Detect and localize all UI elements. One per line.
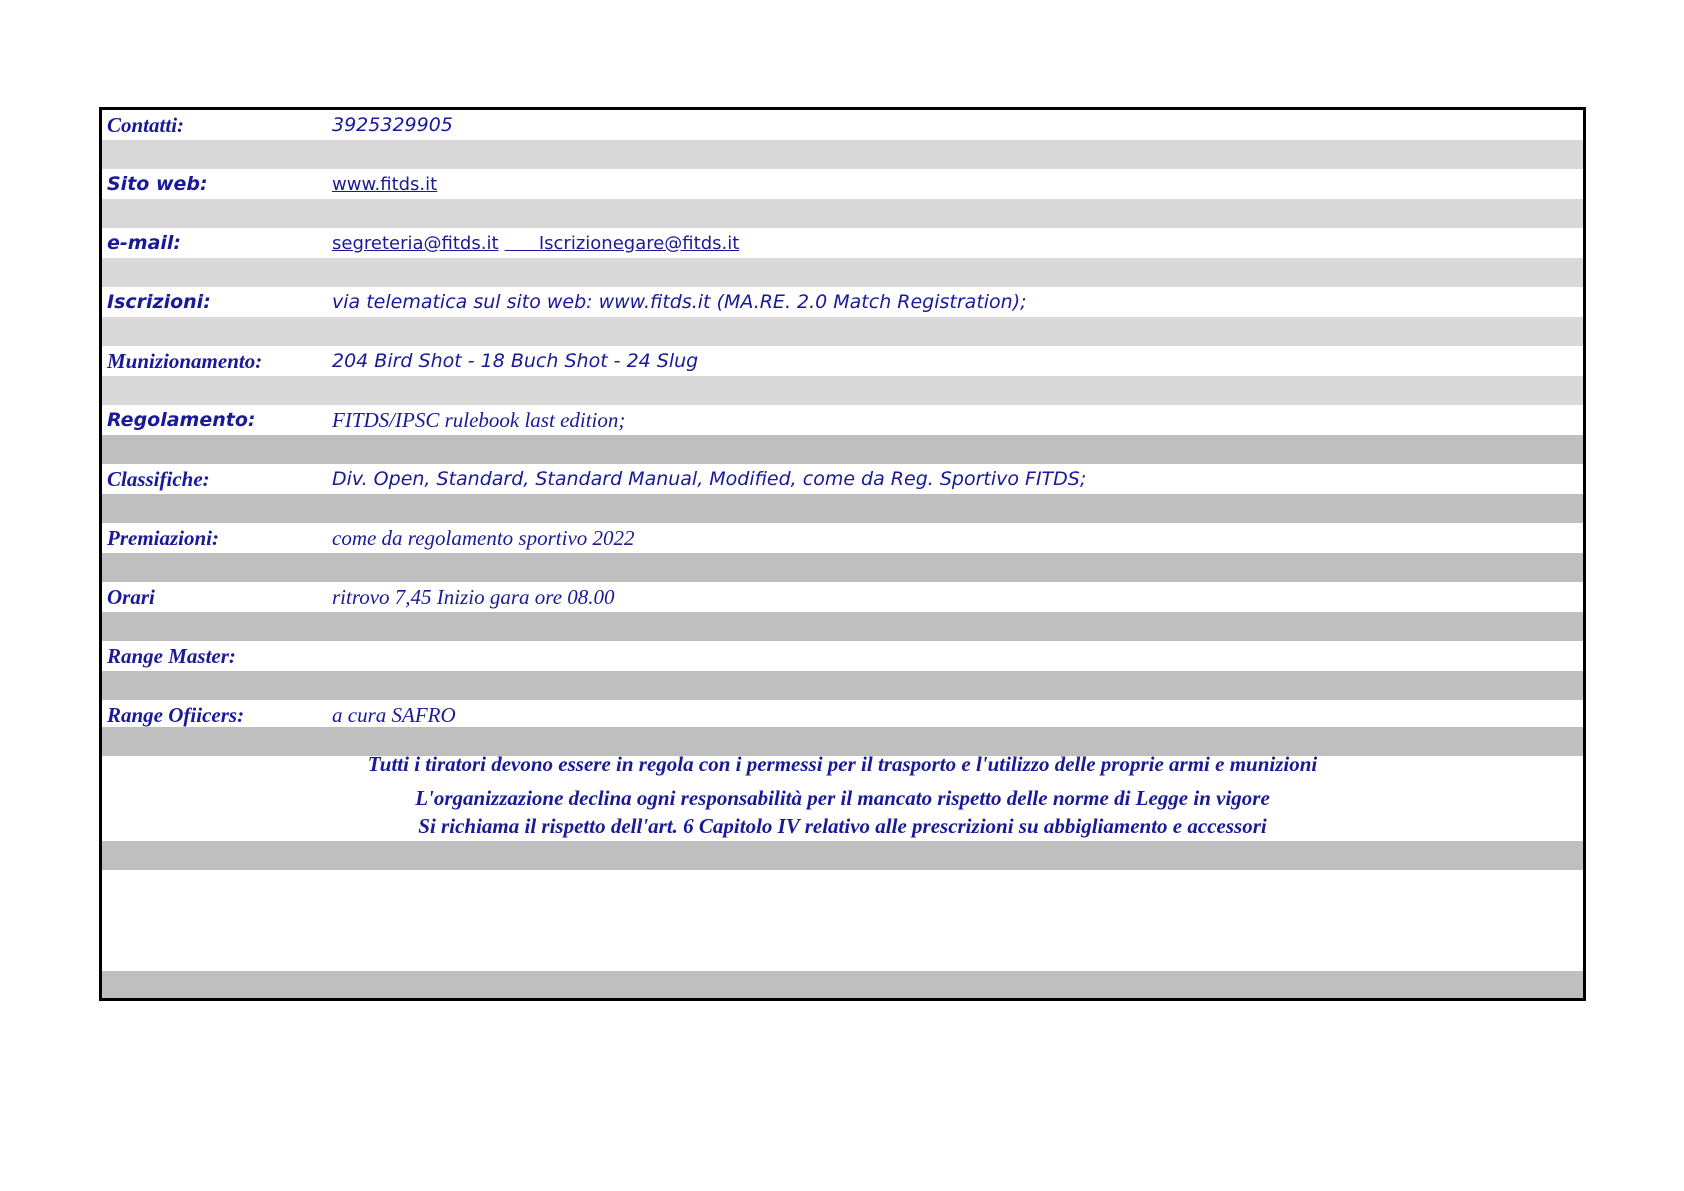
note-line: Tutti i tiratori devono essere in regola con i permessi per il trasporto e l'utilizzo delle proprie armi e munizioni xyxy=(367,752,1318,776)
band xyxy=(102,258,1583,287)
band xyxy=(102,971,1583,998)
label-orari: Orari xyxy=(107,584,155,609)
value-regolamento: FITDS/IPSC rulebook last edition; xyxy=(332,407,626,432)
note-line: L'organizzazione declina ogni responsabilità per il mancato rispetto delle norme di Legge in vigore xyxy=(415,786,1270,810)
band xyxy=(102,553,1583,582)
label-contatti: Contatti: xyxy=(107,112,185,137)
row-munizionamento xyxy=(102,346,1583,376)
row-orari xyxy=(102,582,1583,612)
band xyxy=(332,140,1583,169)
label-sito-web: Sito web: xyxy=(107,173,208,195)
band xyxy=(102,435,1583,464)
label-munizionamento: Munizionamento: xyxy=(107,348,263,373)
band xyxy=(102,376,1583,405)
band xyxy=(102,317,1583,346)
label-email: e-mail: xyxy=(107,232,182,254)
row-contatti xyxy=(102,110,1583,140)
label-premiazioni: Premiazioni: xyxy=(107,525,220,550)
value-classifiche: Div. Open, Standard, Standard Manual, Modified, come da Reg. Sportivo FITDS; xyxy=(332,468,1087,490)
row-premiazioni xyxy=(102,523,1583,553)
row-sito-web xyxy=(102,169,1583,199)
value-munizionamento: 204 Bird Shot - 18 Buch Shot - 24 Slug xyxy=(332,350,699,372)
row-range-master xyxy=(102,641,1583,671)
label-iscrizioni: Iscrizioni: xyxy=(107,291,211,313)
band xyxy=(102,612,1583,641)
notes-block xyxy=(102,750,1583,840)
band xyxy=(102,140,332,169)
value-contatti: 3925329905 xyxy=(332,114,453,136)
value-orari: ritrovo 7,45 Inizio gara ore 08.00 xyxy=(332,584,615,609)
row-classifiche xyxy=(102,464,1583,494)
value-iscrizioni: via telematica sul sito web: www.fitds.it (MA.RE. 2.0 Match Registration); xyxy=(332,291,1027,313)
value-range-officers: a cura SAFRO xyxy=(332,702,456,727)
label-range-officers: Range Ofiicers: xyxy=(107,702,245,727)
event-info-sheet xyxy=(99,107,1586,1001)
band xyxy=(102,671,1583,700)
value-premiazioni: come da regolamento sportivo 2022 xyxy=(332,525,635,550)
band xyxy=(102,841,1583,870)
email-link-segreteria[interactable]: segreteria@fitds.it xyxy=(332,232,499,254)
row-email xyxy=(102,228,1583,258)
label-classifiche: Classifiche: xyxy=(107,466,210,491)
band xyxy=(102,494,1583,523)
email-link-iscrizioni[interactable]: Iscrizionegare@fitds.it xyxy=(538,232,740,254)
row-regolamento xyxy=(102,405,1583,435)
row-iscrizioni xyxy=(102,287,1583,317)
label-regolamento: Regolamento: xyxy=(107,409,256,431)
band xyxy=(102,199,1583,228)
row-range-officers xyxy=(102,700,1583,730)
note-line: Si richiama il rispetto dell'art. 6 Capitolo IV relativo alle prescrizioni su abbigliamento e accessori xyxy=(418,814,1267,838)
email-link-spacer xyxy=(505,233,539,254)
website-link[interactable]: www.fitds.it xyxy=(332,173,438,195)
label-range-master: Range Master: xyxy=(107,643,236,668)
